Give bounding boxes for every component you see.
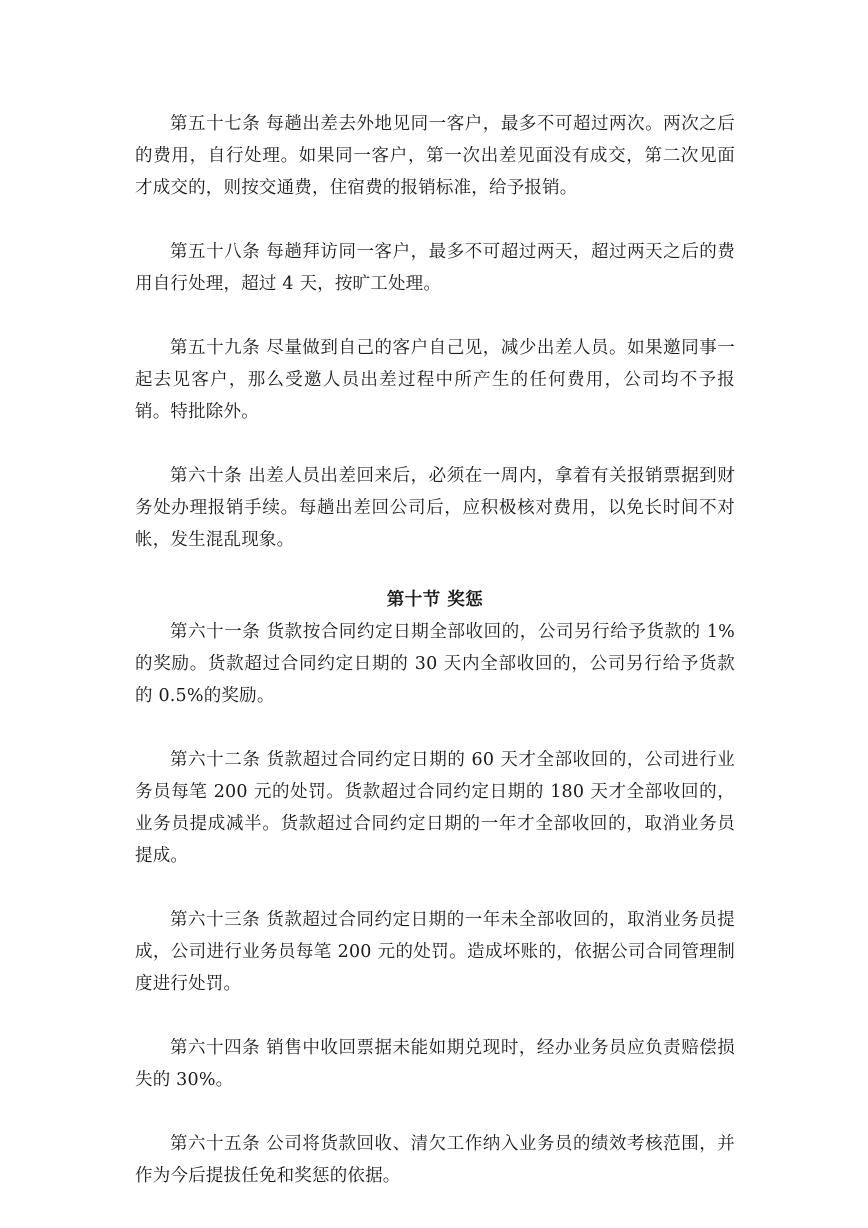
- article-61: 第六十一条 货款按合同约定日期全部收回的，公司另行给予货款的 1%的奖励。货款超过合同约定日期的 30 天内全部收回的，公司另行给予货款的 0.5%的奖励。: [135, 622, 735, 706]
- article-57: 第五十七条 每趟出差去外地见同一客户，最多不可超过两次。两次之后的费用，自行处理。如果同一客户，第一次出差见面没有成交，第二次见面才成交的，则按交通费，住宿费的报销标准，给予报销。: [135, 114, 735, 198]
- article-64: 第六十四条 销售中收回票据未能如期兑现时，经办业务员应负责赔偿损失的 30%。: [135, 1038, 735, 1090]
- document-page: [135, 108, 735, 1224]
- article-58: 第五十八条 每趟拜访同一客户，最多不可超过两天，超过两天之后的费用自行处理，超过 4 天，按旷工处理。: [135, 242, 735, 294]
- article-63: 第六十三条 货款超过合同约定日期的一年未全部收回的，取消业务员提成，公司进行业务员每笔 200 元的处罚。造成坏账的，依据公司合同管理制度进行处罚。: [135, 910, 735, 994]
- article-59: 第五十九条 尽量做到自己的客户自己见，减少出差人员。如果邀同事一起去见客户，那么受邀人员出差过程中所产生的任何费用，公司均不予报销。特批除外。: [135, 338, 735, 422]
- article-60: 第六十条 出差人员出差回来后，必须在一周内，拿着有关报销票据到财务处办理报销手续。每趟出差回公司后，应积极核对费用，以免长时间不对帐，发生混乱现象。: [135, 466, 735, 550]
- article-62: 第六十二条 货款超过合同约定日期的 60 天才全部收回的，公司进行业务员每笔 200 元的处罚。货款超过合同约定日期的 180 天才全部收回的，业务员提成减半。货款超过合同约定日期的一年才全部收回的，取消业务员提成。: [135, 750, 735, 866]
- section-title: 第十节 奖惩: [386, 590, 484, 610]
- article-65: 第六十五条 公司将货款回收、清欠工作纳入业务员的绩效考核范围，并作为今后提拔任免和奖惩的依据。: [135, 1134, 735, 1186]
